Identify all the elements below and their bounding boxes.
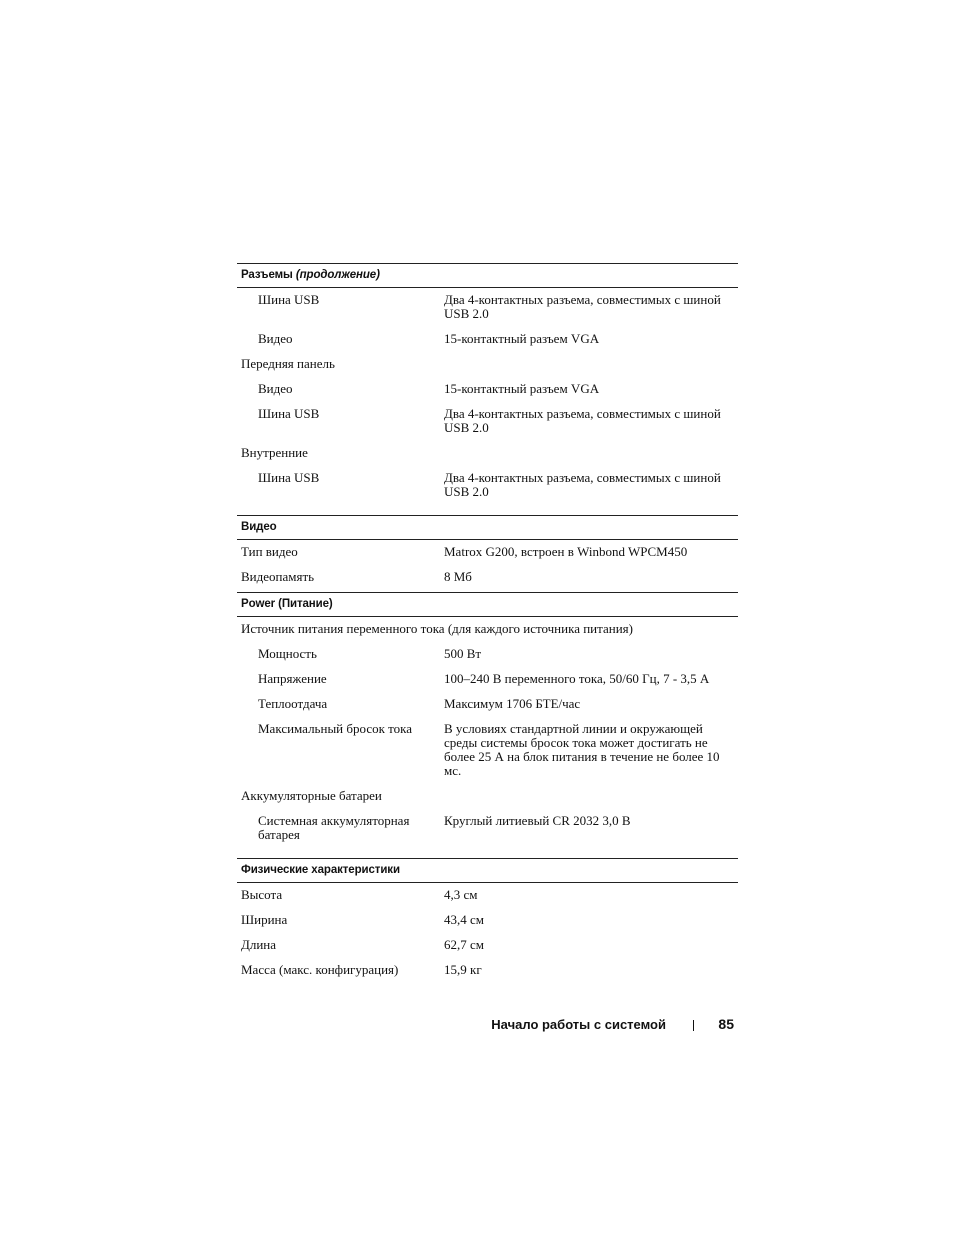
section-title: Power (Питание)	[241, 598, 333, 610]
spec-value: 15-контактный разъем VGA	[444, 381, 600, 396]
spec-label: Напряжение	[258, 671, 327, 686]
spec-label: Видео	[258, 381, 293, 396]
spec-row	[237, 669, 738, 694]
spec-row	[237, 885, 738, 910]
spec-row	[237, 935, 738, 960]
section-rows	[237, 288, 738, 515]
spec-label: Передняя панель	[241, 356, 335, 371]
spec-value: Максимум 1706 БТЕ/час	[444, 696, 581, 711]
spec-value: Два 4-контактных разъема, совместимых с шиной USB 2.0	[444, 406, 721, 435]
spec-value: 100–240 В переменного тока, 50/60 Гц, 7 - 3,5 А	[444, 671, 710, 686]
spec-value: Круглый литиевый CR 2032 3,0 В	[444, 813, 631, 828]
spec-label: Системная аккумуляторная батарея	[258, 813, 410, 842]
spec-row	[237, 694, 738, 719]
spec-row	[237, 619, 738, 644]
spec-value: 15,9 кг	[444, 962, 482, 977]
spec-row	[237, 960, 738, 985]
spec-row	[237, 290, 738, 329]
spec-label: Видео	[258, 331, 293, 346]
spec-value: 15-контактный разъем VGA	[444, 331, 600, 346]
page-footer	[0, 1014, 954, 1034]
spec-label: Теплоотдача	[258, 696, 328, 711]
spec-label: Высота	[241, 887, 283, 902]
page-number: 85	[718, 1016, 734, 1032]
spec-row	[237, 329, 738, 354]
section-title: Разъемы	[241, 269, 293, 281]
spec-table	[237, 263, 738, 993]
spec-row	[237, 567, 738, 592]
section-title: Видео	[241, 521, 277, 533]
spec-label: Видеопамять	[241, 569, 315, 584]
footer-chapter-title: Начало работы с системой	[491, 1017, 666, 1032]
section-title-suffix: (продолжение)	[295, 269, 380, 281]
spec-row	[237, 468, 738, 507]
spec-value: Два 4-контактных разъема, совместимых с шиной USB 2.0	[444, 470, 721, 499]
spec-value: 500 Вт	[444, 646, 482, 661]
spec-row	[237, 910, 738, 935]
spec-value: 62,7 см	[444, 937, 484, 952]
spec-label: Длина	[241, 937, 277, 952]
spec-label: Шина USB	[258, 406, 320, 421]
footer-separator	[693, 1020, 694, 1031]
spec-label: Максимальный бросок тока	[258, 721, 413, 736]
spec-label: Шина USB	[258, 470, 320, 485]
spec-row	[237, 354, 738, 379]
spec-label: Ширина	[241, 912, 288, 927]
section-rows	[237, 540, 738, 592]
spec-value	[444, 357, 738, 371]
spec-row	[237, 811, 738, 850]
spec-label: Шина USB	[258, 292, 320, 307]
section-title: Физические характеристики	[241, 864, 400, 876]
section-rows	[237, 883, 738, 993]
spec-label: Масса (макс. конфигурация)	[241, 962, 399, 977]
spec-label: Мощность	[258, 646, 317, 661]
section-rows	[237, 617, 738, 858]
spec-value	[444, 446, 738, 460]
spec-value: 4,3 см	[444, 887, 478, 902]
spec-row	[237, 542, 738, 567]
spec-value: Два 4-контактных разъема, совместимых с шиной USB 2.0	[444, 292, 721, 321]
spec-label: Внутренние	[241, 445, 308, 460]
spec-row	[237, 719, 738, 786]
spec-value: В условиях стандартной линии и окружающей среды системы бросок тока может достигать не более 25 А на блок питания в течение не более 10 мс.	[444, 721, 720, 778]
section-header	[237, 263, 738, 288]
section-header	[237, 592, 738, 617]
spec-label: Тип видео	[241, 544, 298, 559]
spec-row	[237, 786, 738, 811]
spec-label: Аккумуляторные батареи	[241, 788, 382, 803]
spec-value: 8 Мб	[444, 569, 472, 584]
spec-value	[444, 789, 738, 803]
spec-row	[237, 404, 738, 443]
spec-row	[237, 379, 738, 404]
section-header	[237, 858, 738, 883]
spec-row	[237, 644, 738, 669]
spec-value: Matrox G200, встроен в Winbond WPCM450	[444, 544, 688, 559]
spec-label: Источник питания переменного тока (для каждого источника питания)	[241, 621, 633, 636]
section-header	[237, 515, 738, 540]
spec-row	[237, 443, 738, 468]
spec-value: 43,4 см	[444, 912, 484, 927]
